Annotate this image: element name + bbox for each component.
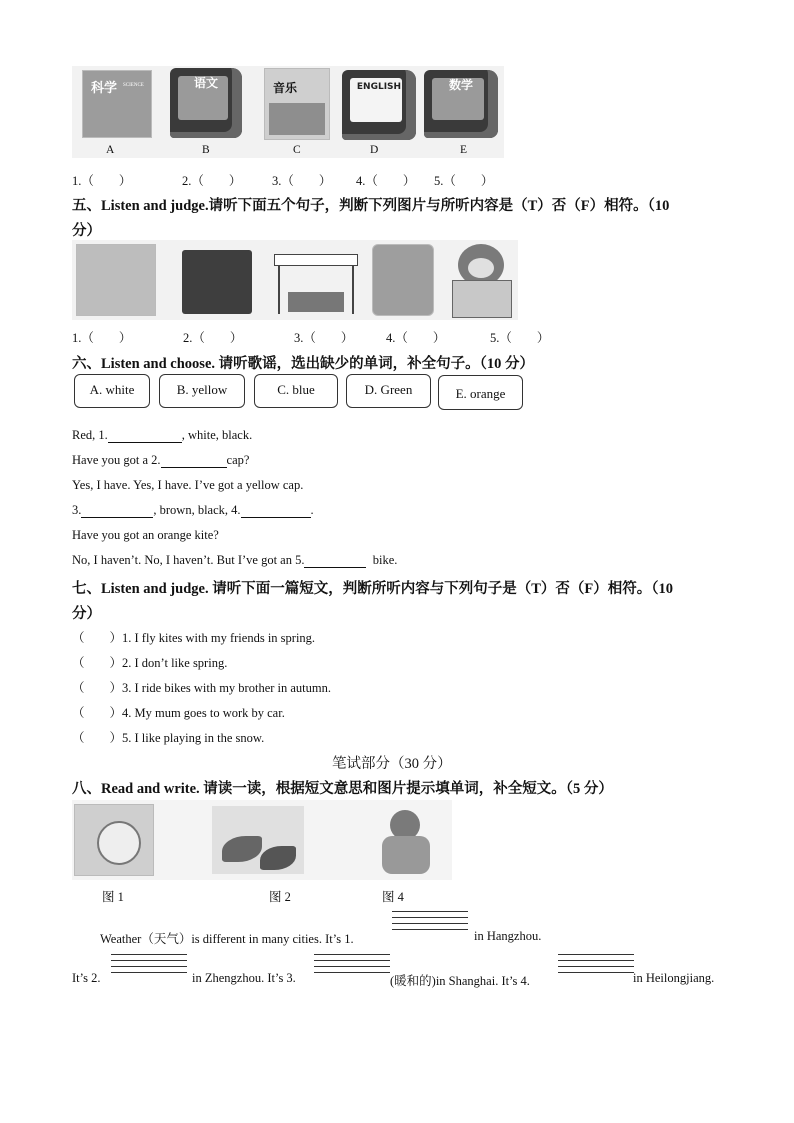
fill-blank[interactable] [108,430,182,443]
fill-blank[interactable] [241,505,311,518]
answer-blank[interactable]: 4.（ ） [356,174,416,188]
write-line-1[interactable] [392,911,468,930]
option-green[interactable]: D. Green [346,374,431,408]
answer-blank[interactable]: 5.（ ） [490,331,550,345]
option-blue[interactable]: C. blue [254,374,338,408]
science-book-subtitle: SCIENCE [123,83,144,88]
answer-blank[interactable]: 3.（ ） [272,174,332,188]
option-orange[interactable]: E. orange [438,375,523,410]
song-line-4: 3. , brown, black, 4. . [72,503,314,517]
table-image [274,254,358,314]
tree-fishing-image [76,244,156,316]
judge-item[interactable]: （ ）1. I fly kites with my friends in spring. [72,631,316,645]
section-8-title: 八、Read and write. 请读一读，根据短文意思和图片提示填单词，补全短文。（5 分） [72,781,613,797]
windy-leaves-image [212,806,304,874]
weather-images-strip [72,800,452,880]
chair-bear-image [372,244,434,316]
passage-text: in Heilongjiang. [633,971,715,985]
passage-text: Weather（天气）is different in many cities. It’s 1. [100,932,354,946]
judge-item[interactable]: （ ）5. I like playing in the snow. [72,731,265,745]
image-letter: A [106,144,115,156]
section-7-title: 七、Listen and judge. 请听下面一篇短文，判断所听内容与下列句子是（T）否（F）相符。（10 [72,581,673,597]
image-letter: C [293,144,301,156]
judge-item[interactable]: （ ）4. My mum goes to work by car. [72,706,285,720]
option-white[interactable]: A. white [74,374,150,408]
write-line-3[interactable] [314,954,390,973]
box-image [182,250,252,314]
english-book-image: ENGLISH [342,70,416,140]
section-7-title-cont: 分） [72,606,101,622]
answer-blank[interactable]: 3.（ ） [294,331,354,345]
image-caption: 图 4 [382,890,404,904]
write-line-4[interactable] [558,954,634,973]
passage-text: in Zhengzhou. It’s 3. [192,971,296,985]
song-line-2: Have you got a 2. cap? [72,453,250,467]
answer-blank[interactable]: 1.（ ） [72,174,132,188]
textbook-images-strip [72,66,504,158]
section-5-title: 五、Listen and judge.请听下面五个句子，判断下列图片与所听内容是（T）否（F）相符。（10 [72,198,670,214]
image-caption: 图 1 [102,890,124,904]
written-part-title: 笔试部分（30 分） [332,756,452,772]
judge-item[interactable]: （ ）2. I don’t like spring. [72,656,228,670]
music-book-image [264,68,330,140]
image-letter: E [460,144,468,156]
passage-text: in Hangzhou. [474,929,542,943]
chinese-book-image: 语文 [170,68,242,138]
image-letter: B [202,144,210,156]
science-book-image [82,70,152,138]
fill-blank[interactable] [304,555,366,568]
song-line-3: Yes, I have. Yes, I have. I’ve got a yellow cap. [72,478,304,492]
passage-text: (暖和的)in Shanghai. It’s 4. [390,974,530,988]
section-5-title-cont: 分） [72,223,101,239]
cold-boy-image [368,804,446,876]
judge-images-strip [72,240,518,320]
answer-blank[interactable]: 1.（ ） [72,331,132,345]
write-line-2[interactable] [111,954,187,973]
music-book-title: 音乐 [273,81,298,95]
answer-blank[interactable]: 4.（ ） [386,331,446,345]
answer-blank[interactable]: 2.（ ） [182,174,242,188]
monkey-in-box-image [448,244,514,316]
option-yellow[interactable]: B. yellow [159,374,245,408]
passage-text: It’s 2. [72,971,101,985]
answer-blank[interactable]: 5.（ ） [434,174,494,188]
fill-blank[interactable] [81,505,153,518]
image-caption: 图 2 [269,890,291,904]
section-6-title: 六、Listen and choose. 请听歌谣，选出缺少的单词，补全句子。（10 分） [72,356,535,372]
answer-blank[interactable]: 2.（ ） [183,331,243,345]
judge-item[interactable]: （ ）3. I ride bikes with my brother in autumn. [72,681,331,695]
image-letter: D [370,144,379,156]
song-line-1: Red, 1. , white, black. [72,428,253,442]
science-book-title: 科学 [91,81,118,96]
song-line-6: No, I haven’t. No, I haven’t. But I’ve got an 5. bike. [72,553,398,567]
math-book-image: 数学 [424,70,498,138]
fill-blank[interactable] [161,455,227,468]
song-line-5: Have you got an orange kite? [72,528,219,542]
sunny-image [74,804,154,876]
